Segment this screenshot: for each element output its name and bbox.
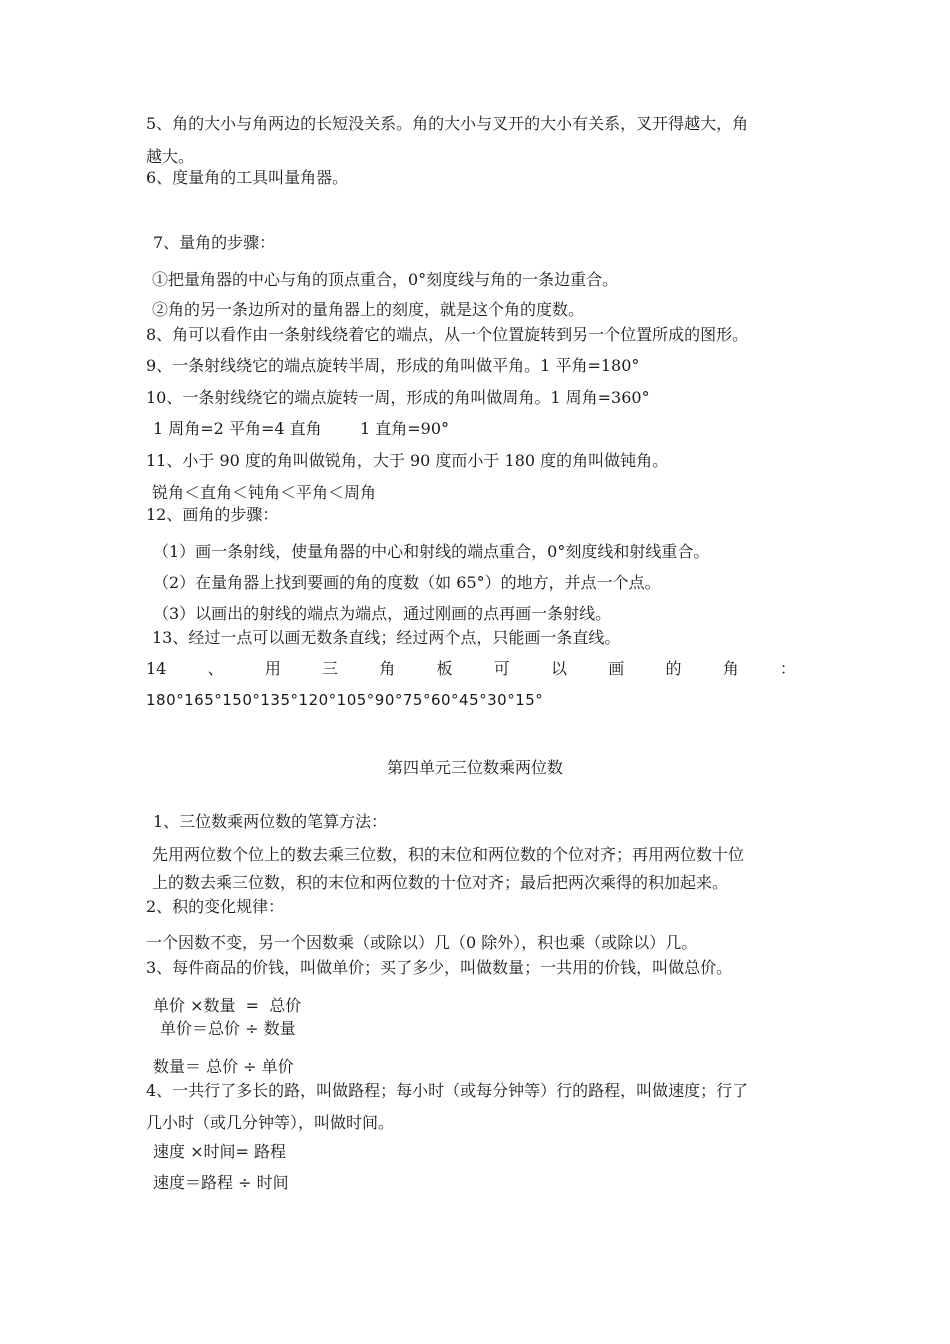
item-12: 12、画角的步骤： <box>146 505 279 524</box>
item-14-char: 三 <box>322 659 339 678</box>
formula-speed: 速度＝路程 ÷ 时间 <box>153 1173 289 1192</box>
angle-order: 锐角＜直角＜钝角＜平角＜周角 <box>152 483 377 502</box>
item-14-char: ： <box>779 659 796 678</box>
relation-angles: 1 周角=2 平角=4 直角 <box>153 419 322 438</box>
item-14-line <box>146 659 796 679</box>
item-7-step-2: ②角的另一条边所对的量角器上的刻度，就是这个角的度数。 <box>152 300 585 319</box>
item-14-char: 可 <box>493 659 510 678</box>
item-12-step-1: （1）画一条射线，使量角器的中心和射线的端点重合，0°刻度线和射线重合。 <box>153 542 710 561</box>
item-5-line-1: 5、角的大小与角两边的长短没关系。角的大小与叉开的大小有关系，叉开得越大，角 <box>146 114 749 133</box>
item-10: 10、一条射线绕它的端点旋转一周，形成的角叫做周角。1 周角=360° <box>146 388 650 407</box>
unit4-item-4-line-2: 几小时（或几分钟等），叫做时间。 <box>146 1113 395 1132</box>
unit4-item-1: 1、三位数乘两位数的笔算方法： <box>153 812 388 831</box>
unit4-item-4-line-1: 4、一共行了多长的路，叫做路程；每小时（或每分钟等）行的路程，叫做速度；行了 <box>146 1081 749 1100</box>
item-7-step-1: ①把量角器的中心与角的顶点重合，0°刻度线与角的一条边重合。 <box>152 270 619 289</box>
item-14-char: 以 <box>550 659 567 678</box>
unit-4-title: 第四单元三位数乘两位数 <box>386 758 563 777</box>
formula-distance: 速度 ×时间= 路程 <box>153 1142 286 1161</box>
formula-total-price: 单价 ×数量 = 总价 <box>153 996 302 1015</box>
item-14-char: 14 <box>146 659 167 678</box>
item-13: 13、经过一点可以画无数条直线；经过两个点，只能画一条直线。 <box>152 628 621 647</box>
item-14-char: 画 <box>608 659 625 678</box>
right-angle-value: 1 直角=90° <box>360 419 450 438</box>
unit4-item-2: 2、积的变化规律： <box>146 897 285 916</box>
item-14-values: 180°165°150°135°120°105°90°75°60°45°30°15° <box>146 691 544 709</box>
unit4-item-1-line-1: 先用两位数个位上的数去乘三位数，积的末位和两位数的个位对齐；再用两位数十位 <box>152 845 745 864</box>
item-14-char: 板 <box>436 659 453 678</box>
item-6: 6、度量角的工具叫量角器。 <box>146 168 349 187</box>
unit4-item-1-line-2: 上的数去乘三位数，积的末位和两位数的十位对齐；最后把两次乘得的积加起来。 <box>152 873 729 892</box>
formula-unit-price: 单价＝总价 ÷ 数量 <box>160 1019 296 1038</box>
item-14-char: 角 <box>722 659 739 678</box>
item-7: 7、量角的步骤： <box>153 233 276 252</box>
item-8: 8、角可以看作由一条射线绕着它的端点，从一个位置旋转到另一个位置所成的图形。 <box>146 325 749 344</box>
item-14-char: 用 <box>264 659 281 678</box>
unit4-item-3: 3、每件商品的价钱，叫做单价；买了多少，叫做数量；一共用的价钱，叫做总价。 <box>146 958 733 977</box>
item-5-line-2: 越大。 <box>146 147 195 166</box>
item-9: 9、一条射线绕它的端点旋转半周，形成的角叫做平角。1 平角=180° <box>146 356 640 375</box>
item-14-char: 、 <box>207 659 224 678</box>
item-11: 11、小于 90 度的角叫做锐角，大于 90 度而小于 180 度的角叫做钝角。 <box>146 451 669 470</box>
item-12-step-3: （3）以画出的射线的端点为端点，通过刚画的点再画一条射线。 <box>153 604 612 623</box>
formula-quantity: 数量＝ 总价 ÷ 单价 <box>153 1057 294 1076</box>
unit4-item-2-rule: 一个因数不变，另一个因数乘（或除以）几（0 除外），积也乘（或除以）几。 <box>146 933 698 952</box>
item-14-char: 角 <box>379 659 396 678</box>
item-14-char: 的 <box>665 659 682 678</box>
item-12-step-2: （2）在量角器上找到要画的角的度数（如 65°）的地方，并点一个点。 <box>153 573 661 592</box>
